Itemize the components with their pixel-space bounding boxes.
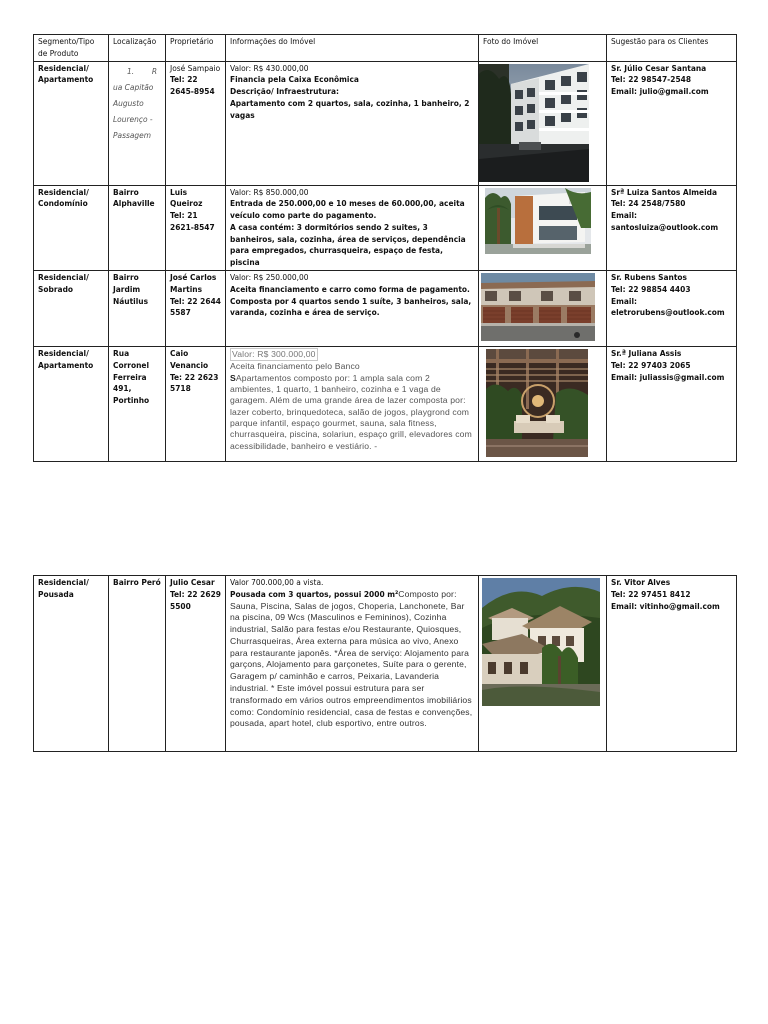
header-location: Localização — [109, 35, 166, 62]
photo-cell — [479, 347, 607, 462]
client-phone: Tel: 22 98547-2548 — [611, 74, 692, 85]
owner-phone: Tel: 22 2645-8954 — [170, 74, 215, 97]
property-photo — [486, 349, 588, 457]
info-description: Apartamentos composto por: 1 ampla sala com 2 ambientes, 1 quarto, 1 banheiro, cozinha e 1 vaga de garagem. Além de uma grande área de lazer composta por: lazer coberto, brinquedoteca, salão de jogos, playgrond com parque infantil, espaço gourmet, sauna, sala fitness, churrasqueira, piscina, solariun, espaço grill, elevadores com acessibilidade, banheiro e vestiário. - — [230, 372, 472, 451]
location-cell: Bairro Jardim Náutilus — [109, 271, 166, 347]
client-name: Sr. Vitor Alves — [611, 577, 671, 587]
segment-cell: Residencial/ Condomínio — [34, 185, 109, 270]
client-name: Sr. Júlio Cesar Santana — [611, 62, 707, 73]
client-phone: Tel: 22 97451 8412 — [611, 588, 691, 599]
info-payment: Entrada de 250.000,00 e 10 meses de 60.000,00, aceita veículo como parte do pagamento. — [230, 198, 465, 221]
client-cell — [607, 576, 737, 752]
property-photo — [485, 188, 591, 254]
client-name: Sr. Rubens Santos — [611, 272, 688, 283]
location-cell: Bairro Alphaville — [109, 185, 166, 270]
photo-cell — [479, 61, 607, 185]
owner-cell — [166, 61, 226, 185]
table-row — [34, 61, 737, 185]
info-cell — [226, 271, 479, 347]
owner-phone: Tel: 22 2644 5587 — [170, 295, 221, 318]
client-email-label: Email: — [611, 295, 638, 306]
owner-name: Julio Cesar — [170, 577, 215, 587]
owner-phone: Tel: 21 2621-8547 — [170, 210, 215, 232]
owner-cell — [166, 347, 226, 462]
info-description: A casa contém: 3 dormitórios sendo 2 suites, 3 banheiros, sala, cozinha, área de serviços, dependência para empregados, churrasqueira, espaço de festa, piscina — [230, 221, 466, 268]
info-value: Valor 700.000,00 a vista. — [230, 577, 324, 587]
client-email: Email: vitinho@gmail.com — [611, 600, 720, 611]
header-owner: Proprietário — [166, 35, 226, 62]
owner-name: Luis Queiroz — [170, 186, 203, 209]
location-cell: Rua Corronel Ferreira 491, Portinho — [109, 347, 166, 462]
info-value: Valor: R$ 850.000,00 — [230, 186, 309, 197]
info-cell — [226, 347, 479, 462]
info-value: Valor: R$ 250.000,00 — [230, 272, 309, 283]
client-name: Srª Luiza Santos Almeida — [611, 186, 718, 197]
client-email: Email: juliassis@gmail.com — [611, 371, 725, 382]
client-phone: Tel: 22 97403 2065 — [611, 359, 691, 370]
owner-name: Caio Venancio — [170, 348, 209, 370]
info-description: Aceita financiamento e carro como forma de pagamento. Composta por 4 quartos sendo 1 suíte, 3 banheiros, sala, varanda, cozinha e área de serviço. — [230, 283, 472, 318]
client-cell — [607, 271, 737, 347]
segment-cell: Residencial/ Pousada — [34, 576, 109, 752]
owner-cell — [166, 576, 226, 752]
location-initial: R — [151, 65, 157, 76]
info-cell — [226, 576, 479, 752]
table-row — [34, 347, 737, 462]
info-cell — [226, 185, 479, 270]
owner-cell — [166, 271, 226, 347]
location-text: ua Capitão Augusto Lourenço - Passagem — [113, 81, 154, 141]
table-header-row — [34, 35, 737, 62]
info-desc-heading: Descrição/ Infraestrutura: — [230, 86, 339, 97]
listings-table-2 — [33, 575, 737, 752]
client-email-label: Email: — [611, 210, 638, 221]
table-row — [34, 576, 737, 752]
owner-name: José Carlos Martins — [170, 272, 217, 294]
info-value: Valor: R$ 430.000,00 — [230, 62, 309, 73]
info-financing: Aceita financiamento pelo Banco — [230, 361, 360, 372]
table-row — [34, 185, 737, 270]
client-cell — [607, 347, 737, 462]
client-email: santosluiza@outlook.com — [611, 221, 719, 232]
header-segment: Segmento/Tipo de Produto — [34, 35, 109, 62]
info-value: Valor: R$ 300.000,00 — [230, 348, 318, 361]
owner-phone: Te: 22 2623 5718 — [170, 371, 219, 394]
segment-cell: Residencial/ Sobrado — [34, 271, 109, 347]
property-photo — [482, 578, 600, 706]
owner-name: José Sampaio — [170, 62, 221, 73]
owner-cell — [166, 185, 226, 270]
owner-phone: Tel: 22 2629 5500 — [170, 588, 221, 611]
client-cell — [607, 61, 737, 185]
segment-cell: Residencial/ Apartamento — [34, 61, 109, 185]
client-phone: Tel: 22 98854 4403 — [611, 283, 691, 294]
location-cell: Bairro Peró — [109, 576, 166, 752]
property-photo — [479, 64, 589, 182]
info-summary: Pousada com 3 quartos, possui 2000 m² — [230, 588, 399, 599]
photo-cell — [479, 576, 607, 752]
info-desc-prefix: S — [230, 372, 236, 383]
segment-cell: Residencial/ Apartamento — [34, 347, 109, 462]
info-description: Composto por: Sauna, Piscina, Salas de jogos, Choperia, Lanchonete, Bar na piscina, 09 Wcs (Masculinos e Femininos), Cozinha industrial, Salão para festas e/ou Restaurante, Quiosques, Churrasqueiras, Área externa para música ao vivo, Anexo para restaurante japonês. *Área de serviço: Alojamento para garçons, Alojamento para garçonetes, Suíte para o gerente, Garagem p/ caminhão e carros, Peixaria, Lavanderia industrial. * Este imóvel possui estrutura para ser transformado em vários outros empreendimentos imobiliários como: Condomínio residencial, casa de festas e convenções, pousada, apart hotel, club esportivo, entre outros. — [230, 588, 473, 729]
photo-cell — [479, 185, 607, 270]
list-number: 1. — [127, 65, 135, 76]
client-email: Email: julio@gmail.com — [611, 86, 709, 97]
header-info: Informações do Imóvel — [226, 35, 479, 62]
info-cell — [226, 61, 479, 185]
client-phone: Tel: 24 2548/7580 — [611, 198, 686, 209]
photo-cell — [479, 271, 607, 347]
property-photo — [481, 273, 595, 341]
info-financing: Financia pela Caixa Econômica — [230, 74, 359, 85]
client-email: eletrorubens@outlook.com — [611, 307, 725, 318]
client-cell — [607, 185, 737, 270]
header-photo: Foto do Imóvel — [479, 35, 607, 62]
info-description: Apartamento com 2 quartos, sala, cozinha, 1 banheiro, 2 vagas — [230, 97, 470, 120]
client-name: Sr.ª Juliana Assis — [611, 348, 682, 359]
location-cell — [109, 61, 166, 185]
table-row — [34, 271, 737, 347]
listings-table — [33, 34, 737, 462]
header-suggestion: Sugestão para os Clientes — [607, 35, 737, 62]
